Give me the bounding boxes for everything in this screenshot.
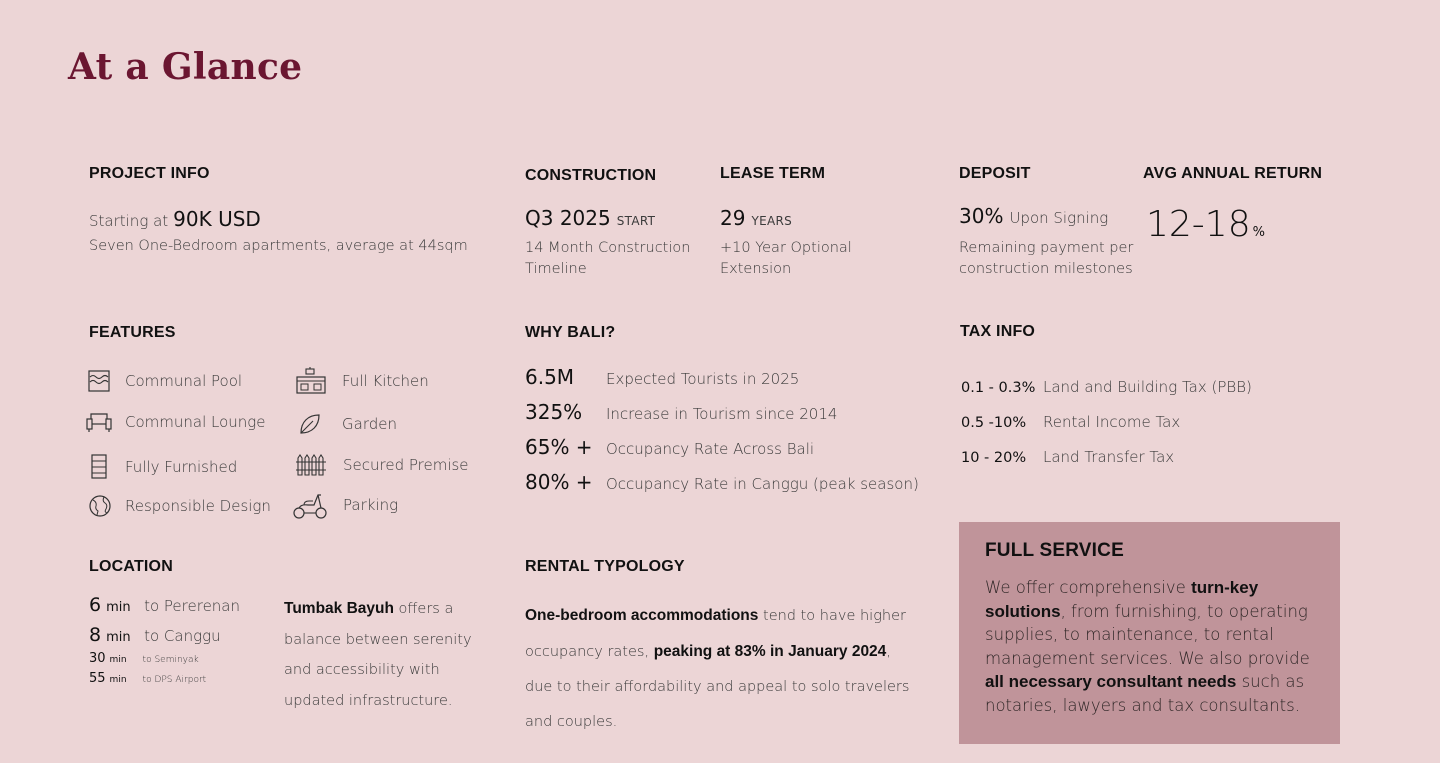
lease-line-2: Extension [720, 261, 792, 277]
feature-parking [292, 491, 398, 519]
lease-line-1: +10 Year Optional [720, 240, 852, 256]
full-service-box [959, 522, 1340, 744]
tax-label: Land Transfer Tax [1043, 448, 1175, 466]
full-service-heading: FULL SERVICE [985, 540, 1124, 561]
service-text: , from furnishing, to operating supplies, to maintenance, to rental management services. We also provide [985, 601, 1310, 668]
distance-value: 8 [89, 624, 102, 646]
construction-line-1: 14 Month Construction [525, 240, 691, 256]
bali-stat [525, 470, 919, 494]
bali-stat [525, 365, 799, 389]
stat-value: 6.5M [525, 365, 575, 389]
rental-text: tend to have higher [758, 608, 906, 624]
tax-rate: 10 - 20% [961, 450, 1027, 466]
kitchen-icon [295, 367, 327, 395]
feature-label: Communal Lounge [125, 413, 266, 431]
full-service-text [985, 576, 1325, 717]
annual-return-heading: AVG ANNUAL RETURN [1143, 165, 1323, 182]
distance-value: 55 [89, 671, 106, 686]
project-price [89, 207, 261, 231]
feature-responsible-design [88, 494, 271, 518]
tax-row [961, 378, 1252, 396]
deposit-heading: DEPOSIT [959, 165, 1031, 182]
feature-garden [298, 412, 397, 436]
stat-value: 325% [525, 400, 583, 424]
stat-label: Expected Tourists in 2025 [606, 370, 800, 388]
deposit-value [959, 204, 1108, 228]
distance-unit: min [106, 630, 131, 645]
project-info-heading: PROJECT INFO [89, 165, 210, 182]
rental-typology-heading: RENTAL TYPOLOGY [525, 558, 685, 575]
deposit-line-1: Remaining payment per [959, 240, 1134, 256]
tax-row [961, 413, 1180, 431]
page-title: At a Glance [68, 46, 303, 88]
return-range: 12-18 [1146, 204, 1251, 245]
deposit-unit: Upon Signing [1009, 209, 1109, 227]
rental-text: , [886, 644, 891, 660]
tax-rate: 0.1 - 0.3% [961, 380, 1036, 396]
project-description: Seven One-Bedroom apartments, average at 44sqm [89, 238, 468, 254]
rental-highlight: One-bedroom accommodations [525, 607, 759, 624]
tax-label: Rental Income Tax [1043, 413, 1181, 431]
bali-stat [525, 400, 837, 424]
construction-detail [525, 238, 690, 280]
features-heading: FEATURES [89, 324, 176, 341]
location-text: updated infrastructure. [284, 692, 453, 709]
feature-label: Responsible Design [125, 497, 271, 515]
deposit-line-2: construction milestones [959, 261, 1133, 277]
feature-fully-furnished [89, 454, 237, 480]
stat-label: Occupancy Rate in Canggu (peak season) [606, 475, 919, 493]
location-distance [89, 594, 240, 616]
sofa-icon [86, 411, 112, 433]
tax-label: Land and Building Tax (PBB) [1043, 378, 1252, 396]
feature-full-kitchen [295, 367, 429, 395]
distance-value: 30 [89, 651, 106, 666]
distance-unit: min [109, 675, 127, 685]
feature-secured-premise [295, 453, 469, 477]
construction-heading: CONSTRUCTION [525, 167, 657, 184]
distance-value: 6 [89, 594, 102, 616]
lease-term-value [720, 206, 792, 230]
rental-typology-text [525, 598, 909, 740]
globe-icon [88, 494, 112, 518]
location-name: Tumbak Bayuh [284, 600, 394, 617]
stat-label: Increase in Tourism since 2014 [606, 405, 838, 423]
stat-label: Occupancy Rate Across Bali [606, 440, 815, 458]
distance-destination: to Pererenan [144, 597, 240, 615]
location-text: and accessibility with [284, 662, 440, 678]
feature-label: Parking [343, 496, 399, 514]
feature-label: Communal Pool [125, 372, 243, 390]
pool-icon [87, 369, 111, 393]
location-distance [89, 651, 199, 666]
lease-detail [720, 238, 852, 280]
deposit-percent: 30% [959, 204, 1004, 228]
annual-return-value [1146, 204, 1265, 245]
rental-text: occupancy rates, [525, 644, 654, 660]
construction-line-2: Timeline [525, 261, 587, 277]
distance-destination: to Canggu [144, 627, 221, 645]
bali-stat [525, 435, 814, 459]
service-text: such as notaries, lawyers and tax consultants. [985, 672, 1305, 715]
scooter-icon [292, 491, 328, 519]
location-distance [89, 671, 206, 686]
distance-unit: min [109, 655, 127, 665]
price-value: 90K USD [173, 207, 261, 231]
location-description [284, 594, 472, 716]
construction-unit: START [616, 214, 656, 228]
tax-info-heading: TAX INFO [960, 323, 1036, 340]
tax-rate: 0.5 -10% [961, 415, 1027, 431]
feature-communal-lounge [86, 411, 266, 433]
feature-label: Full Kitchen [342, 372, 429, 390]
lease-unit: YEARS [751, 214, 793, 228]
rental-highlight: peaking at 83% in January 2024 [653, 643, 887, 660]
location-text: offers a [393, 601, 454, 617]
feature-communal-pool [87, 369, 242, 393]
stat-value: 65% + [525, 435, 593, 459]
construction-value [525, 206, 655, 230]
distance-unit: min [106, 600, 131, 615]
leaf-icon [298, 412, 322, 436]
tax-row [961, 448, 1174, 466]
construction-date: Q3 2025 [525, 206, 611, 230]
shelf-icon [89, 454, 109, 480]
fence-icon [295, 453, 327, 477]
distance-destination: to DPS Airport [142, 675, 207, 685]
deposit-detail [959, 238, 1133, 280]
lease-term-heading: LEASE TERM [720, 165, 826, 182]
service-highlight: all necessary consultant needs [985, 672, 1237, 691]
feature-label: Garden [342, 415, 397, 433]
feature-label: Secured Premise [343, 456, 469, 474]
service-highlight: turn-key solutions [985, 578, 1259, 621]
why-bali-heading: WHY BALI? [525, 324, 616, 341]
rental-text: due to their affordability and appeal to solo travelers [525, 679, 910, 695]
distance-destination: to Seminyak [142, 655, 199, 665]
location-distance [89, 624, 221, 646]
rental-text: and couples. [525, 714, 618, 730]
stat-value: 80% + [525, 470, 593, 494]
lease-years: 29 [720, 206, 746, 230]
feature-label: Fully Furnished [125, 458, 238, 476]
starting-prefix: Starting at [89, 212, 169, 230]
service-text: We offer comprehensive [985, 578, 1192, 597]
location-text: balance between serenity [284, 631, 472, 648]
return-unit: % [1252, 225, 1265, 240]
location-heading: LOCATION [89, 558, 173, 575]
